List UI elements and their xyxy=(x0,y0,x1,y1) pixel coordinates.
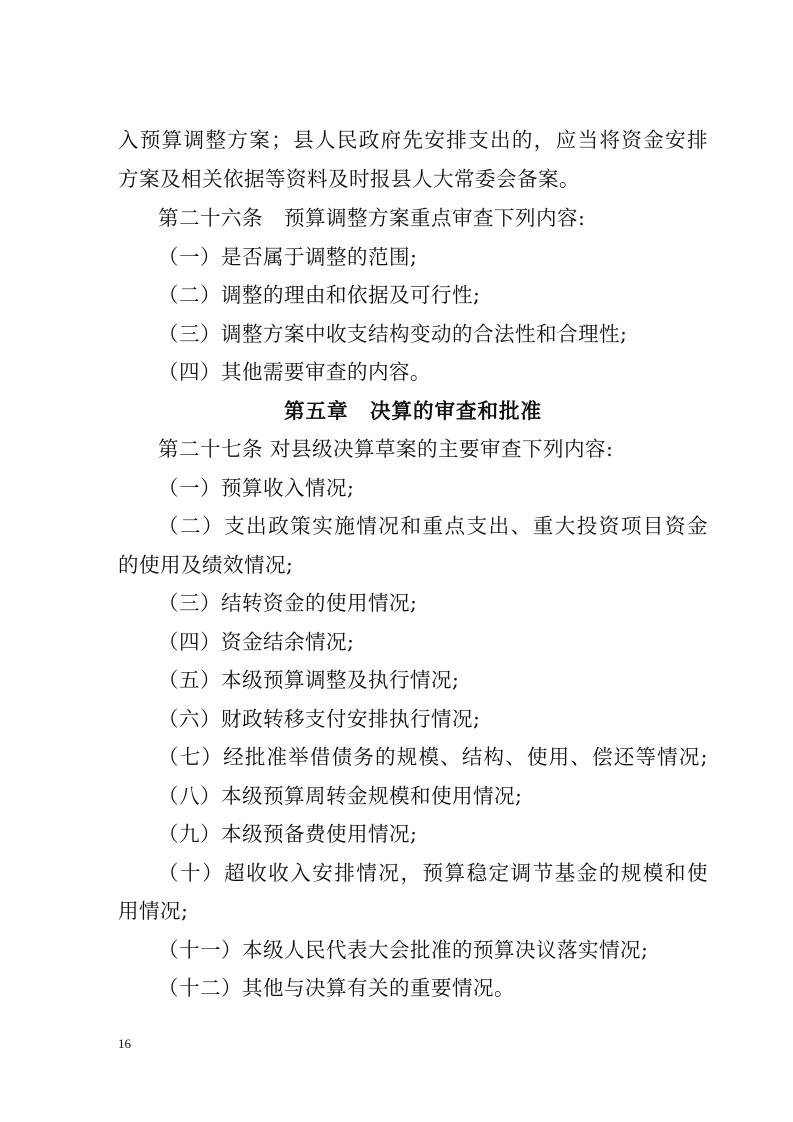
list-item: （十二）其他与决算有关的重要情况。 xyxy=(158,976,515,1000)
list-item: （一）预算收入情况; xyxy=(158,476,355,500)
list-item: （七）经批准举借债务的规模、结构、使用、偿还等情况; xyxy=(158,745,708,769)
list-item: （六）财政转移支付安排执行情况; xyxy=(158,707,481,731)
chapter-heading: 第五章 决算的审查和批准 xyxy=(284,399,542,423)
list-item: （十）超收收入安排情况，预算稳定调节基金的规模和使 xyxy=(158,861,708,885)
text-line: 方案及相关依据等资料及时报县人大常委会备案。 xyxy=(118,167,580,191)
list-item: （八）本级预算周转金规模和使用情况; xyxy=(158,784,523,808)
list-item: （一）是否属于调整的范围; xyxy=(158,245,418,269)
list-item: （四）其他需要审查的内容。 xyxy=(158,360,431,384)
list-item: （三）调整方案中收支结构变动的合法性和合理性; xyxy=(158,322,628,346)
list-item: （三）结转资金的使用情况; xyxy=(158,591,418,615)
list-item: （九）本级预备费使用情况; xyxy=(158,822,418,846)
list-item: （二）支出政策实施情况和重点支出、重大投资项目资金 xyxy=(158,514,708,538)
text-line: 用情况; xyxy=(118,899,189,923)
list-item: （四）资金结余情况; xyxy=(158,630,355,654)
list-item: （五）本级预算调整及执行情况; xyxy=(158,668,460,692)
article-27-title: 第二十七条 对县级决算草案的主要审查下列内容: xyxy=(158,437,614,461)
page-number: 16 xyxy=(118,1036,131,1051)
text-line: 入预算调整方案；县人民政府先安排支出的，应当将资金安排 xyxy=(118,128,708,152)
list-item: （二）调整的理由和依据及可行性; xyxy=(158,283,481,307)
text-line: 的使用及绩效情况; xyxy=(118,553,294,577)
list-item: （十一）本级人民代表大会批准的预算决议落实情况; xyxy=(158,938,649,962)
article-26-title: 第二十六条 预算调整方案重点审查下列内容: xyxy=(158,206,586,230)
